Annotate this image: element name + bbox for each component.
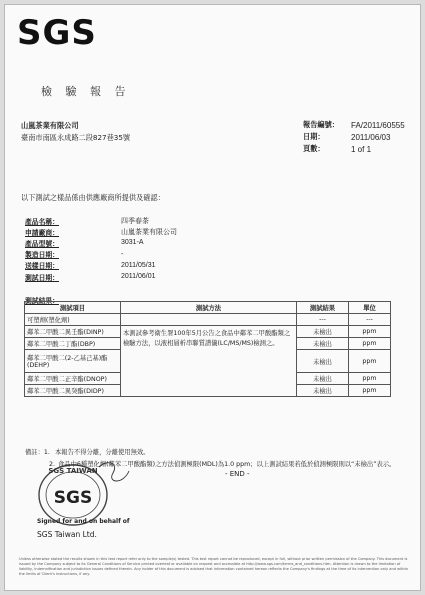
- note-text: 本報告不得分離，分離使用無效。: [55, 449, 150, 456]
- sgs-logo: SGS: [17, 13, 97, 53]
- test-result-cell: 未檢出: [297, 338, 349, 350]
- test-item-cell: 鄰苯二甲酸二異壬酯(DINP): [25, 326, 121, 338]
- note-number: 備註：1.: [25, 449, 50, 456]
- test-unit-cell: ppm: [349, 350, 391, 373]
- sample-label: 製造日期：: [25, 251, 59, 260]
- intro-text: 以下測試之樣品係由供應廠商所提供及確認：: [21, 193, 165, 202]
- test-item-cell: 鄰苯二甲酸二正辛酯(DNOP): [25, 373, 121, 385]
- test-unit-cell: ---: [349, 314, 391, 326]
- sample-value: 2011/05/31: [121, 261, 156, 269]
- client-name: 山嵐茶業有限公司: [21, 121, 79, 130]
- sample-row: [25, 237, 177, 248]
- seal-top-text: SGS TAIWAN: [48, 467, 98, 475]
- test-item-cell: 鄰苯二甲酸二(2-乙基己基)酯(DEHP): [25, 350, 121, 373]
- sample-row: [25, 215, 177, 226]
- results-title: 測試結果：: [25, 297, 59, 305]
- sample-label: 測試日期：: [25, 273, 59, 282]
- sample-value: 2011/06/01: [121, 273, 156, 281]
- test-unit-cell: ppm: [349, 338, 391, 350]
- test-unit-cell: ppm: [349, 373, 391, 385]
- report-number-value: FA/2011/60555: [351, 120, 405, 130]
- note-item: [25, 459, 398, 471]
- note-number: 2.: [48, 461, 55, 468]
- seal-sign-text: Signed for and on behalf of: [37, 518, 130, 525]
- notes: [25, 447, 398, 471]
- sample-label: 送樣日期：: [25, 262, 59, 271]
- sample-info: [25, 215, 177, 282]
- report-date-label: 日期：: [303, 132, 325, 141]
- report-number-label: 報告編號：: [303, 120, 339, 129]
- report-page: [4, 4, 421, 591]
- column-header: 單位: [349, 302, 391, 314]
- test-result-cell: 未檢出: [297, 350, 349, 373]
- test-method-cell: [121, 314, 297, 326]
- report-date-row: [303, 131, 405, 143]
- document-title: 檢 驗 報 告: [41, 85, 131, 98]
- note-item: [25, 447, 398, 459]
- sample-value: -: [121, 250, 124, 258]
- end-mark: - END -: [225, 470, 250, 478]
- sample-value: 四季春茶: [121, 217, 149, 225]
- test-result-cell: 未檢出: [297, 326, 349, 338]
- report-pages-value: 1 of 1: [351, 144, 372, 154]
- sample-row: [25, 271, 177, 282]
- table-row: [25, 314, 391, 326]
- table-row: [25, 326, 391, 338]
- report-pages-label: 頁數：: [303, 144, 325, 153]
- test-item-cell: 鄰苯二甲酸二丁酯(DBP): [25, 338, 121, 350]
- report-meta: [303, 119, 405, 155]
- sample-row: [25, 260, 177, 271]
- test-unit-cell: ppm: [349, 385, 391, 397]
- test-result-cell: 未檢出: [297, 373, 349, 385]
- client-address: 臺南市南區永成路二段827巷35號: [21, 133, 131, 142]
- sample-label: 產品型號：: [25, 239, 59, 248]
- sample-row: [25, 249, 177, 260]
- test-result-cell: 未檢出: [297, 385, 349, 397]
- sample-label: 產品名稱：: [25, 217, 59, 226]
- results-table: [24, 301, 391, 397]
- column-header: 測試結果: [297, 302, 349, 314]
- test-result-cell: ---: [297, 314, 349, 326]
- sample-value: 3031-A: [121, 239, 144, 247]
- report-pages-row: [303, 143, 405, 155]
- test-item-cell: 可塑劑(塑化劑): [25, 314, 121, 326]
- test-item-cell: 鄰苯二甲酸二異癸酯(DIDP): [25, 385, 121, 397]
- fine-print: Unless otherwise stated the results shown in this test report refer only to the sample(s) tested. This test report cannot be reproduced, except in full, without prior written permission of the Company. This document is issued by the Company subject to its General Conditions of Service printed overleaf or available on request and accessible at http://www.sgs.com/terms_and_conditions.htm. Attention is drawn to the limitation of liability, indemnification and jurisdiction issues defined therein. Any holder of this document is advised that information contained hereon reflects the Company's findings at the time of its intervention only and within the limits of Client's instructions, if any.: [19, 557, 409, 576]
- sample-value: 山嵐茶業有限公司: [121, 228, 177, 236]
- sample-label: 申請廠商：: [25, 228, 59, 237]
- seal-bottom-text: SGS Taiwan Ltd.: [37, 530, 97, 539]
- column-header: 測試方法: [121, 302, 297, 314]
- column-header: 測試項目: [25, 302, 121, 314]
- note-text: 食品中6種塑化劑(鄰苯二甲酸酯類)之方法偵測極限(MDL)為1.0 ppm；以上測試結果若低於偵測極限則以“未檢出”表示。: [58, 461, 396, 468]
- seal-mid-text: SGS: [53, 488, 93, 508]
- report-date-value: 2011/06/03: [351, 132, 391, 142]
- report-number-row: [303, 119, 405, 131]
- test-method-text: 本測試參考衛生署100年5月公告之食品中鄰苯二甲酸酯類之檢驗方法，以液相層析串聯質譜儀(LC/MS/MS)檢測之。: [121, 326, 297, 397]
- results-header-row: [25, 302, 391, 314]
- sample-row: [25, 226, 177, 237]
- test-unit-cell: ppm: [349, 326, 391, 338]
